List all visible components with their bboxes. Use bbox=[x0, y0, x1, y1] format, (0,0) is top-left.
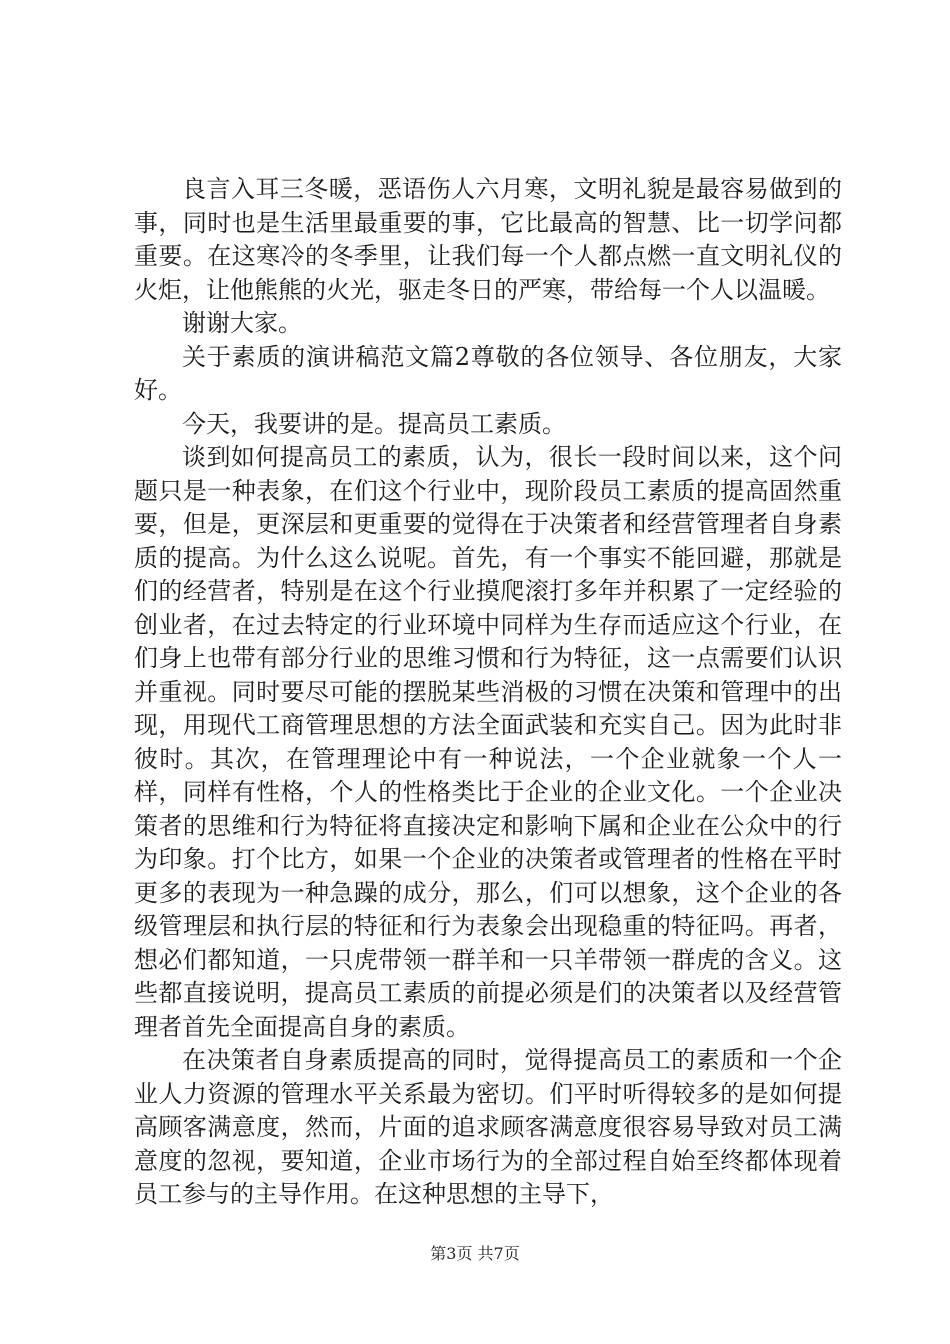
paragraph-thanks: 谢谢大家。 bbox=[182, 309, 302, 337]
paragraph-closing-remarks: 良言入耳三冬暖，恶语伤人六月寒，文明礼貌是最容易做到的事，同时也是生活里最重要的事，它比最高的智慧、比一切学问都重要。在这寒冷的冬季里，让我们每一个人都点燃一直文明礼仪的火炬，让他熊熊的火光，驱走冬日的严寒，带给每一个人以温暖。 bbox=[134, 175, 842, 304]
paragraph-hr-management: 在决策者自身素质提高的同时，觉得提高员工的素质和一个企业人力资源的管理水平关系最为密切。们平时听得较多的是如何提高顾客满意度，然而，片面的追求顾客满意度很容易导致对员工满意度的忽视，要知道，企业市场行为的全部过程自始至终都体现着员工参与的主导作用。在这种思想的主导下， bbox=[134, 1046, 842, 1208]
paragraph-speech-2-greeting: 关于素质的演讲稿范文篇2尊敬的各位领导、各位朋友，大家好。 bbox=[134, 342, 842, 404]
paragraph-decision-makers: 谈到如何提高员工的素质，认为，很长一段时间以来，这个问题只是一种表象，在们这个行业中，现阶段员工素质的提高固然重要，但是，更深层和更重要的觉得在于决策者和经营管理者自身素质的提高。为什么这么说呢。首先，有一个事实不能回避，那就是们的经营者，特别是在这个行业摸爬滚打多年并积累了一定经验的创业者，在过去特定的行业环境中同样为生存而适应这个行业，在们身上也带有部分行业的思维习惯和行为特征，这一点需要们认识并重视。同时要尽可能的摆脱某些消极的习惯在决策和管理中的出现，用现代工商管理思想的方法全面武装和充实自己。因为此时非彼时。其次，在管理理论中有一种说法，一个企业就象一个人一样，同样有性格，个人的性格类比于企业的企业文化。一个企业决策者的思维和行为特征将直接决定和影响下属和企业在公众中的行为印象。打个比方，如果一个企业的决策者或管理者的性格在平时更多的表现为一种急躁的成分，那么，们可以想象，这个企业的各级管理层和执行层的特征和行为表象会出现稳重的特征吗。再者，想必们都知道，一只虎带领一群羊和一只羊带领一群虎的含义。这些都直接说明，提高员工素质的前提必须是们的决策者以及经营管理者首先全面提高自身的素质。 bbox=[134, 443, 842, 1041]
paragraph-topic: 今天，我要讲的是。提高员工素质。 bbox=[182, 409, 566, 438]
document-body bbox=[134, 173, 842, 1212]
page-number-footer: 第3页 共7页 bbox=[430, 1244, 520, 1263]
